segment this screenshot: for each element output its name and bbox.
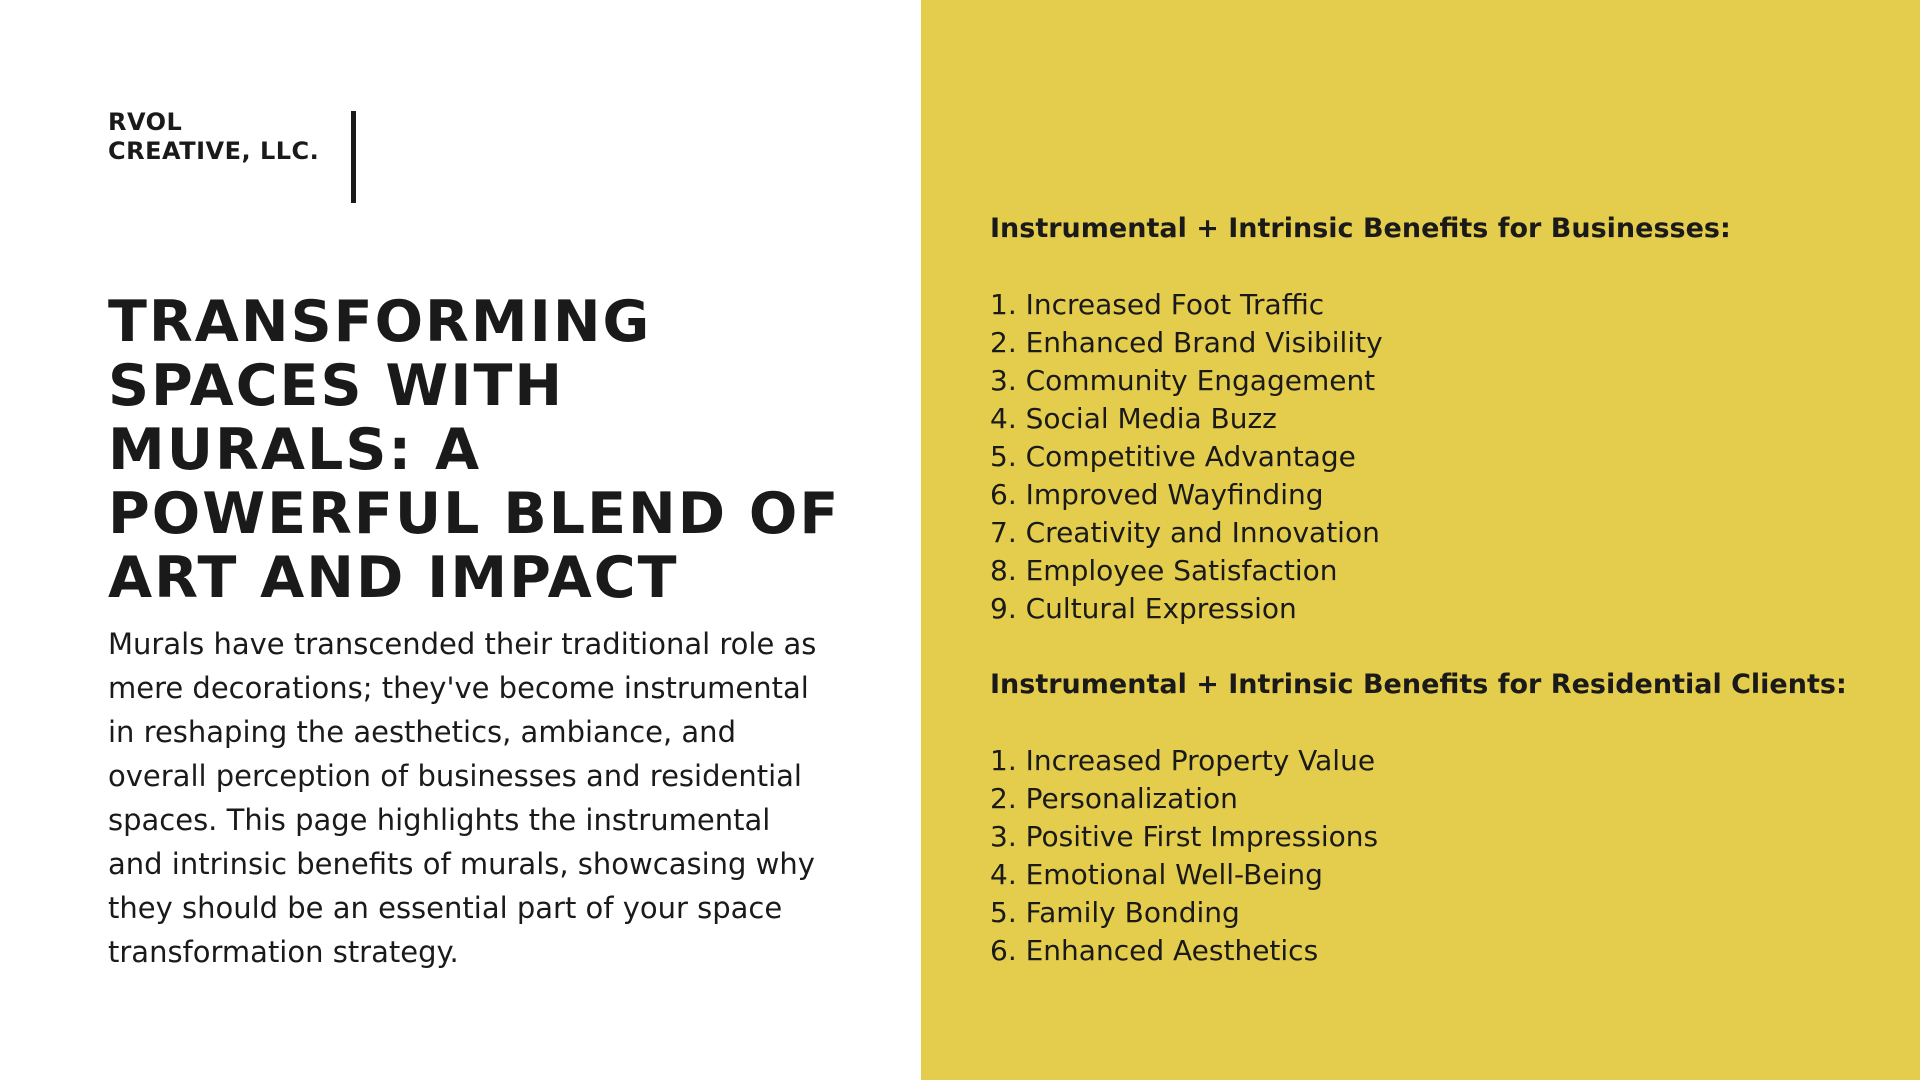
list-item: 2. Personalization: [990, 782, 1238, 815]
list-item: 5. Competitive Advantage: [990, 440, 1356, 473]
list-item: 4. Social Media Buzz: [990, 402, 1277, 435]
business-benefits-heading: Instrumental + Intrinsic Benefits for Businesses:: [990, 213, 1731, 244]
intro-paragraph: Murals have transcended their traditional role as mere decorations; they've become instrumental in reshaping the aesthetics, ambiance, and overall perception of businesses and residential spaces. This page highlights the instrumental and intrinsic benefits of murals, showcasing why they should be an essential part of your space transformation strategy.: [108, 627, 817, 969]
list-item: 3. Community Engagement: [990, 364, 1376, 397]
list-item: 3. Positive First Impressions: [990, 820, 1379, 853]
residential-benefits-heading: Instrumental + Intrinsic Benefits for Residential Clients:: [990, 669, 1847, 700]
list-item: 6. Enhanced Aesthetics: [990, 934, 1319, 967]
list-item: 2. Enhanced Brand Visibility: [990, 326, 1383, 359]
list-item: 4. Emotional Well-Being: [990, 858, 1323, 891]
left-panel: [0, 0, 921, 1080]
logo-divider: [351, 111, 356, 203]
list-item: 8. Employee Satisfaction: [990, 554, 1338, 587]
list-item: 9. Cultural Expression: [990, 592, 1297, 625]
list-item: 5. Family Bonding: [990, 896, 1240, 929]
company-logo: [108, 108, 319, 166]
list-item: 1. Increased Property Value: [990, 744, 1376, 777]
section-spacer: [990, 628, 1890, 666]
logo-line-2: CREATIVE, LLC.: [108, 137, 320, 165]
list-item: 6. Improved Wayfinding: [990, 478, 1324, 511]
business-benefits-list: [990, 286, 1890, 628]
residential-benefits-list: [990, 742, 1890, 970]
list-item: 1. Increased Foot Traffic: [990, 288, 1325, 321]
logo-line-1: RVOL: [108, 108, 183, 136]
page-title: TRANSFORMING SPACES WITH MURALS: A POWERFUL BLEND OF ART AND IMPACT: [108, 289, 841, 611]
benefits-content: [990, 210, 1890, 970]
list-item: 7. Creativity and Innovation: [990, 516, 1380, 549]
